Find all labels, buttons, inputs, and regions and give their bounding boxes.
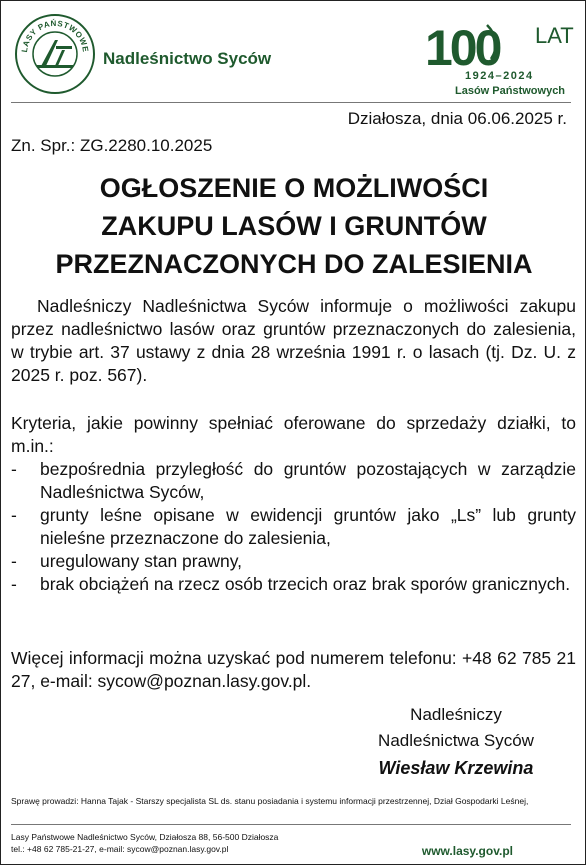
header-divider xyxy=(11,102,571,103)
footer-divider xyxy=(11,824,571,825)
announcement-title xyxy=(11,169,577,283)
100-years-logo xyxy=(425,15,575,99)
title-line: ZAKUPU LASÓW I GRUNTÓW xyxy=(101,211,487,241)
anniversary-lat: LAT xyxy=(535,23,574,48)
date-line: Działosza, dnia 06.06.2025 r. xyxy=(347,109,567,128)
criteria-intro: Kryteria, jakie powinny spełniać oferowane do sprzedaży działki, to m.in.: xyxy=(11,413,576,456)
website-link[interactable]: www.lasy.gov.pl xyxy=(421,844,513,858)
contact-line: tel.: +48 62 785-21-27, e-mail: sycow@poznan.lasy.gov.pl xyxy=(11,844,229,854)
intro-section xyxy=(11,295,576,387)
signature-name: Wiesław Krzewina xyxy=(378,758,534,778)
letterhead xyxy=(1,1,585,103)
footer-address xyxy=(11,831,278,855)
title-line: PRZEZNACZONYCH DO ZALESIENIA xyxy=(55,249,533,279)
anniversary-number: 100 xyxy=(425,20,500,76)
logo-ring-text: LASY PAŃSTWOWE xyxy=(19,18,91,53)
reference-number: Zn. Spr.: ZG.2280.10.2025 xyxy=(11,136,213,155)
contact-paragraph: Więcej informacji można uzyskać pod numerem telefonu: +48 62 785 21 27, e-mail: sycow@poznan.lasy.gov.pl. xyxy=(11,648,576,691)
criteria-section xyxy=(11,412,576,596)
list-item: - brak obciążeń na rzecz osób trzecich oraz brak sporów granicznych. xyxy=(11,573,576,596)
address-line: Lasy Państwowe Nadleśnictwo Syców, Działosza 88, 56-500 Działosza xyxy=(11,832,279,842)
anniversary-subtitle: Lasów Państwowych xyxy=(455,85,566,97)
criteria-list xyxy=(11,458,576,596)
lasy-panstwowe-logo xyxy=(14,13,96,95)
list-item: - uregulowany stan prawny, xyxy=(11,550,576,573)
org-name: Nadleśnictwo Syców xyxy=(103,49,272,68)
signature-title: Nadleśniczy xyxy=(410,705,502,724)
signature-block xyxy=(356,702,556,781)
list-item: - bezpośrednia przyległość do gruntów pozostających w zarządzie Nadleśnictwa Syców, xyxy=(11,458,576,504)
title-line: OGŁOSZENIE O MOŻLIWOŚCI xyxy=(99,173,489,203)
intro-paragraph: Nadleśniczy Nadleśnictwa Syców informuje o możliwości zakupu przez nadleśnictwo lasów oraz gruntów przeznaczonych do zalesienia, w trybie art. 37 ustawy z dnia 28 września 1991 r. o lasach (tj. Dz. U. z 2025 r. poz. 567). xyxy=(11,296,576,385)
signature-office: Nadleśnictwa Syców xyxy=(378,731,534,750)
case-handler: Sprawę prowadzi: Hanna Tajak - Starszy specjalista SL ds. stanu posiadania i systemu informacji przestrzennej, Dział Gospodarki Leśnej, xyxy=(11,796,529,806)
anniversary-years: 1924–2024 xyxy=(465,70,534,82)
contact-section xyxy=(11,647,576,693)
list-item: - grunty leśne opisane w ewidencji gruntów jako „Ls” lub grunty nieleśne przeznaczone do zalesienia, xyxy=(11,504,576,550)
